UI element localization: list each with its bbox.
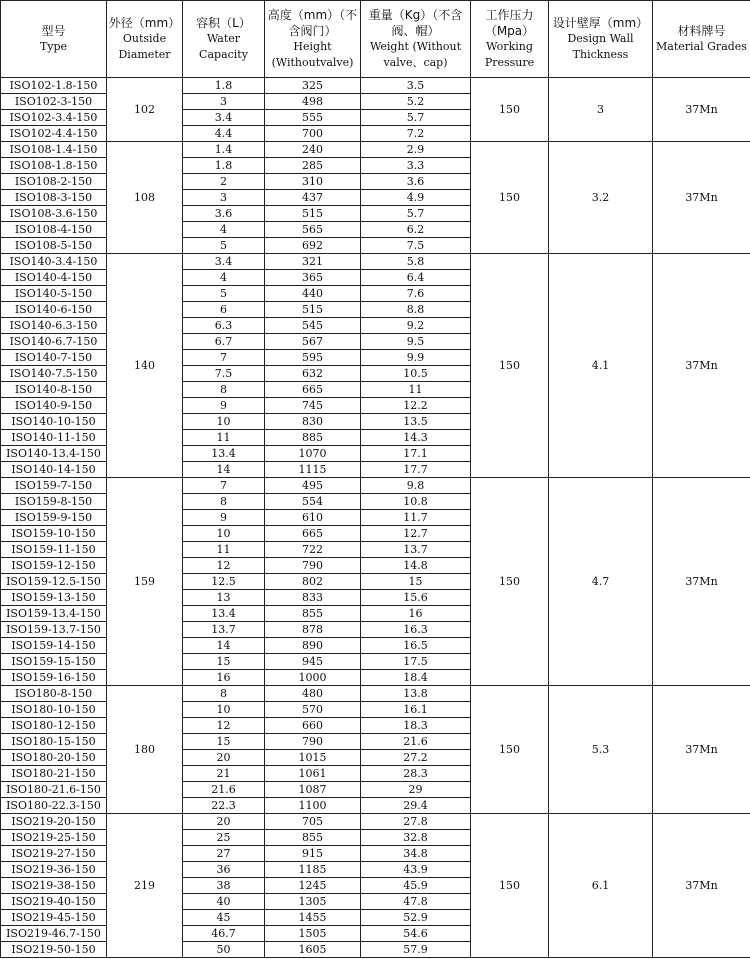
height-cell: 554	[265, 494, 361, 510]
outside-diameter-cell: 140	[107, 254, 183, 478]
weight-cell: 7.6	[361, 286, 471, 302]
height-cell: 1087	[265, 782, 361, 798]
weight-cell: 11	[361, 382, 471, 398]
capacity-cell: 22.3	[183, 798, 265, 814]
capacity-cell: 16	[183, 670, 265, 686]
height-cell: 1061	[265, 766, 361, 782]
working-pressure-cell: 150	[471, 814, 549, 958]
type-cell: ISO140-13.4-150	[1, 446, 107, 462]
height-cell: 745	[265, 398, 361, 414]
height-cell: 1000	[265, 670, 361, 686]
type-cell: ISO159-12.5-150	[1, 574, 107, 590]
type-cell: ISO159-13-150	[1, 590, 107, 606]
height-cell: 878	[265, 622, 361, 638]
type-cell: ISO140-14-150	[1, 462, 107, 478]
capacity-cell: 25	[183, 830, 265, 846]
weight-cell: 18.4	[361, 670, 471, 686]
capacity-cell: 27	[183, 846, 265, 862]
height-cell: 915	[265, 846, 361, 862]
outside-diameter-cell: 180	[107, 686, 183, 814]
capacity-cell: 3.4	[183, 110, 265, 126]
wall-thickness-cell: 4.1	[549, 254, 653, 478]
capacity-cell: 10	[183, 702, 265, 718]
outside-diameter-cell: 102	[107, 78, 183, 142]
weight-cell: 9.5	[361, 334, 471, 350]
type-cell: ISO108-1.4-150	[1, 142, 107, 158]
height-cell: 830	[265, 414, 361, 430]
table-row	[1, 814, 750, 830]
type-cell: ISO140-3.4-150	[1, 254, 107, 270]
material-grade-cell: 37Mn	[653, 142, 750, 254]
capacity-cell: 1.4	[183, 142, 265, 158]
height-cell: 665	[265, 382, 361, 398]
table-row	[1, 142, 750, 158]
height-cell: 722	[265, 542, 361, 558]
type-cell: ISO140-9-150	[1, 398, 107, 414]
height-cell: 705	[265, 814, 361, 830]
header-working-pressure-zh: 工作压力（Mpa）	[484, 8, 535, 38]
capacity-cell: 6.7	[183, 334, 265, 350]
header-water-capacity-zh: 容积（L）	[196, 16, 251, 30]
capacity-cell: 38	[183, 878, 265, 894]
capacity-cell: 13	[183, 590, 265, 606]
capacity-cell: 40	[183, 894, 265, 910]
height-cell: 1305	[265, 894, 361, 910]
capacity-cell: 4.4	[183, 126, 265, 142]
height-cell: 1245	[265, 878, 361, 894]
weight-cell: 12.2	[361, 398, 471, 414]
weight-cell: 45.9	[361, 878, 471, 894]
type-cell: ISO219-25-150	[1, 830, 107, 846]
weight-cell: 47.8	[361, 894, 471, 910]
type-cell: ISO180-22.3-150	[1, 798, 107, 814]
capacity-cell: 15	[183, 734, 265, 750]
weight-cell: 15.6	[361, 590, 471, 606]
weight-cell: 10.5	[361, 366, 471, 382]
type-cell: ISO219-36-150	[1, 862, 107, 878]
height-cell: 1070	[265, 446, 361, 462]
weight-cell: 6.4	[361, 270, 471, 286]
header-wall-thickness-en: Design Wall Thickness	[567, 32, 634, 61]
height-cell: 1015	[265, 750, 361, 766]
header-weight-zh: 重量（Kg）（不含阀、帽）	[368, 8, 463, 38]
working-pressure-cell: 150	[471, 478, 549, 686]
height-cell: 885	[265, 430, 361, 446]
table-header	[1, 1, 750, 78]
header-row	[1, 1, 750, 78]
height-cell: 700	[265, 126, 361, 142]
height-cell: 321	[265, 254, 361, 270]
capacity-cell: 15	[183, 654, 265, 670]
weight-cell: 5.7	[361, 206, 471, 222]
table-row	[1, 686, 750, 702]
type-cell: ISO219-46.7-150	[1, 926, 107, 942]
height-cell: 855	[265, 830, 361, 846]
type-cell: ISO219-40-150	[1, 894, 107, 910]
capacity-cell: 11	[183, 542, 265, 558]
weight-cell: 29.4	[361, 798, 471, 814]
weight-cell: 54.6	[361, 926, 471, 942]
weight-cell: 5.2	[361, 94, 471, 110]
capacity-cell: 13.7	[183, 622, 265, 638]
type-cell: ISO140-7-150	[1, 350, 107, 366]
header-material-grades	[653, 1, 750, 78]
type-cell: ISO140-6-150	[1, 302, 107, 318]
height-cell: 480	[265, 686, 361, 702]
weight-cell: 12.7	[361, 526, 471, 542]
type-cell: ISO108-5-150	[1, 238, 107, 254]
type-cell: ISO102-3-150	[1, 94, 107, 110]
type-cell: ISO140-10-150	[1, 414, 107, 430]
capacity-cell: 12	[183, 718, 265, 734]
type-cell: ISO180-21-150	[1, 766, 107, 782]
material-grade-cell: 37Mn	[653, 78, 750, 142]
weight-cell: 16.3	[361, 622, 471, 638]
capacity-cell: 14	[183, 462, 265, 478]
type-cell: ISO159-10-150	[1, 526, 107, 542]
capacity-cell: 12	[183, 558, 265, 574]
type-cell: ISO219-20-150	[1, 814, 107, 830]
capacity-cell: 8	[183, 494, 265, 510]
height-cell: 498	[265, 94, 361, 110]
weight-cell: 17.5	[361, 654, 471, 670]
wall-thickness-cell: 3	[549, 78, 653, 142]
type-cell: ISO102-4.4-150	[1, 126, 107, 142]
height-cell: 437	[265, 190, 361, 206]
capacity-cell: 3.6	[183, 206, 265, 222]
capacity-cell: 11	[183, 430, 265, 446]
height-cell: 632	[265, 366, 361, 382]
material-grade-cell: 37Mn	[653, 478, 750, 686]
type-cell: ISO140-4-150	[1, 270, 107, 286]
height-cell: 440	[265, 286, 361, 302]
weight-cell: 3.5	[361, 78, 471, 94]
weight-cell: 9.2	[361, 318, 471, 334]
type-cell: ISO219-45-150	[1, 910, 107, 926]
height-cell: 1115	[265, 462, 361, 478]
type-cell: ISO219-27-150	[1, 846, 107, 862]
weight-cell: 17.7	[361, 462, 471, 478]
capacity-cell: 1.8	[183, 78, 265, 94]
weight-cell: 2.9	[361, 142, 471, 158]
height-cell: 1455	[265, 910, 361, 926]
outside-diameter-cell: 219	[107, 814, 183, 958]
capacity-cell: 21	[183, 766, 265, 782]
type-cell: ISO159-8-150	[1, 494, 107, 510]
header-outside-diameter-zh: 外径（mm）	[108, 16, 181, 30]
weight-cell: 9.9	[361, 350, 471, 366]
type-cell: ISO159-15-150	[1, 654, 107, 670]
type-cell: ISO140-8-150	[1, 382, 107, 398]
height-cell: 285	[265, 158, 361, 174]
type-cell: ISO180-12-150	[1, 718, 107, 734]
type-cell: ISO140-11-150	[1, 430, 107, 446]
capacity-cell: 21.6	[183, 782, 265, 798]
type-cell: ISO159-7-150	[1, 478, 107, 494]
height-cell: 545	[265, 318, 361, 334]
material-grade-cell: 37Mn	[653, 254, 750, 478]
height-cell: 833	[265, 590, 361, 606]
height-cell: 1505	[265, 926, 361, 942]
type-cell: ISO102-3.4-150	[1, 110, 107, 126]
header-height-zh: 高度（mm）（不含阀门）	[267, 8, 358, 38]
height-cell: 515	[265, 302, 361, 318]
type-cell: ISO108-3.6-150	[1, 206, 107, 222]
type-cell: ISO140-6.3-150	[1, 318, 107, 334]
height-cell: 565	[265, 222, 361, 238]
type-cell: ISO180-8-150	[1, 686, 107, 702]
wall-thickness-cell: 6.1	[549, 814, 653, 958]
capacity-cell: 9	[183, 510, 265, 526]
header-weight-en: Weight (Without valve、cap)	[369, 40, 462, 69]
weight-cell: 17.1	[361, 446, 471, 462]
weight-cell: 9.8	[361, 478, 471, 494]
weight-cell: 28.3	[361, 766, 471, 782]
weight-cell: 57.9	[361, 942, 471, 958]
weight-cell: 8.8	[361, 302, 471, 318]
capacity-cell: 8	[183, 382, 265, 398]
height-cell: 790	[265, 734, 361, 750]
weight-cell: 16	[361, 606, 471, 622]
capacity-cell: 13.4	[183, 446, 265, 462]
height-cell: 325	[265, 78, 361, 94]
weight-cell: 52.9	[361, 910, 471, 926]
weight-cell: 4.9	[361, 190, 471, 206]
weight-cell: 7.2	[361, 126, 471, 142]
type-cell: ISO140-7.5-150	[1, 366, 107, 382]
capacity-cell: 3	[183, 94, 265, 110]
working-pressure-cell: 150	[471, 254, 549, 478]
header-material-grades-en: Material Grades	[656, 40, 747, 53]
type-cell: ISO180-10-150	[1, 702, 107, 718]
outside-diameter-cell: 108	[107, 142, 183, 254]
capacity-cell: 6	[183, 302, 265, 318]
header-working-pressure	[471, 1, 549, 78]
capacity-cell: 50	[183, 942, 265, 958]
weight-cell: 29	[361, 782, 471, 798]
capacity-cell: 6.3	[183, 318, 265, 334]
weight-cell: 34.8	[361, 846, 471, 862]
type-cell: ISO108-1.8-150	[1, 158, 107, 174]
header-outside-diameter	[107, 1, 183, 78]
weight-cell: 21.6	[361, 734, 471, 750]
capacity-cell: 5	[183, 238, 265, 254]
weight-cell: 7.5	[361, 238, 471, 254]
height-cell: 495	[265, 478, 361, 494]
capacity-cell: 3	[183, 190, 265, 206]
weight-cell: 5.7	[361, 110, 471, 126]
capacity-cell: 12.5	[183, 574, 265, 590]
table-body	[1, 78, 750, 958]
type-cell: ISO159-13.7-150	[1, 622, 107, 638]
height-cell: 802	[265, 574, 361, 590]
header-height-en: Height (Withoutvalve)	[271, 40, 354, 69]
header-outside-diameter-en: Outside Diameter	[118, 32, 171, 61]
working-pressure-cell: 150	[471, 686, 549, 814]
capacity-cell: 2	[183, 174, 265, 190]
header-wall-thickness-zh: 设计壁厚（mm）	[552, 16, 649, 30]
wall-thickness-cell: 4.7	[549, 478, 653, 686]
wall-thickness-cell: 3.2	[549, 142, 653, 254]
type-cell: ISO159-9-150	[1, 510, 107, 526]
capacity-cell: 14	[183, 638, 265, 654]
type-cell: ISO159-11-150	[1, 542, 107, 558]
height-cell: 1100	[265, 798, 361, 814]
capacity-cell: 7	[183, 350, 265, 366]
header-water-capacity-en: Water Capacity	[199, 32, 248, 61]
type-cell: ISO140-5-150	[1, 286, 107, 302]
type-cell: ISO180-21.6-150	[1, 782, 107, 798]
header-type-en: Type	[39, 40, 68, 53]
height-cell: 310	[265, 174, 361, 190]
height-cell: 692	[265, 238, 361, 254]
header-wall-thickness	[549, 1, 653, 78]
capacity-cell: 4	[183, 270, 265, 286]
type-cell: ISO180-15-150	[1, 734, 107, 750]
header-water-capacity	[183, 1, 265, 78]
capacity-cell: 8	[183, 686, 265, 702]
table-row	[1, 254, 750, 270]
type-cell: ISO108-2-150	[1, 174, 107, 190]
weight-cell: 14.3	[361, 430, 471, 446]
weight-cell: 13.5	[361, 414, 471, 430]
type-cell: ISO159-13.4-150	[1, 606, 107, 622]
height-cell: 365	[265, 270, 361, 286]
capacity-cell: 1.8	[183, 158, 265, 174]
header-type-zh: 型号	[41, 24, 66, 38]
weight-cell: 43.9	[361, 862, 471, 878]
type-cell: ISO102-1.8-150	[1, 78, 107, 94]
height-cell: 660	[265, 718, 361, 734]
type-cell: ISO108-3-150	[1, 190, 107, 206]
weight-cell: 5.8	[361, 254, 471, 270]
header-working-pressure-en: Working Pressure	[484, 40, 535, 69]
weight-cell: 27.2	[361, 750, 471, 766]
capacity-cell: 20	[183, 814, 265, 830]
capacity-cell: 45	[183, 910, 265, 926]
height-cell: 665	[265, 526, 361, 542]
weight-cell: 11.7	[361, 510, 471, 526]
height-cell: 790	[265, 558, 361, 574]
height-cell: 610	[265, 510, 361, 526]
wall-thickness-cell: 5.3	[549, 686, 653, 814]
capacity-cell: 13.4	[183, 606, 265, 622]
header-type	[1, 1, 107, 78]
weight-cell: 10.8	[361, 494, 471, 510]
capacity-cell: 7	[183, 478, 265, 494]
capacity-cell: 7.5	[183, 366, 265, 382]
weight-cell: 15	[361, 574, 471, 590]
capacity-cell: 46.7	[183, 926, 265, 942]
height-cell: 1185	[265, 862, 361, 878]
height-cell: 567	[265, 334, 361, 350]
height-cell: 570	[265, 702, 361, 718]
weight-cell: 3.6	[361, 174, 471, 190]
type-cell: ISO140-6.7-150	[1, 334, 107, 350]
height-cell: 945	[265, 654, 361, 670]
weight-cell: 27.8	[361, 814, 471, 830]
capacity-cell: 36	[183, 862, 265, 878]
type-cell: ISO108-4-150	[1, 222, 107, 238]
weight-cell: 16.5	[361, 638, 471, 654]
height-cell: 890	[265, 638, 361, 654]
capacity-cell: 9	[183, 398, 265, 414]
table-row	[1, 478, 750, 494]
outside-diameter-cell: 159	[107, 478, 183, 686]
height-cell: 1605	[265, 942, 361, 958]
working-pressure-cell: 150	[471, 142, 549, 254]
working-pressure-cell: 150	[471, 78, 549, 142]
type-cell: ISO219-38-150	[1, 878, 107, 894]
weight-cell: 16.1	[361, 702, 471, 718]
table-row	[1, 78, 750, 94]
height-cell: 595	[265, 350, 361, 366]
capacity-cell: 5	[183, 286, 265, 302]
weight-cell: 14.8	[361, 558, 471, 574]
weight-cell: 32.8	[361, 830, 471, 846]
material-grade-cell: 37Mn	[653, 814, 750, 958]
height-cell: 240	[265, 142, 361, 158]
header-weight	[361, 1, 471, 78]
height-cell: 515	[265, 206, 361, 222]
capacity-cell: 10	[183, 414, 265, 430]
capacity-cell: 4	[183, 222, 265, 238]
type-cell: ISO159-12-150	[1, 558, 107, 574]
capacity-cell: 3.4	[183, 254, 265, 270]
capacity-cell: 20	[183, 750, 265, 766]
weight-cell: 18.3	[361, 718, 471, 734]
height-cell: 555	[265, 110, 361, 126]
header-material-grades-zh: 材料牌号	[677, 24, 726, 38]
weight-cell: 13.7	[361, 542, 471, 558]
header-height	[265, 1, 361, 78]
weight-cell: 6.2	[361, 222, 471, 238]
type-cell: ISO180-20-150	[1, 750, 107, 766]
weight-cell: 13.8	[361, 686, 471, 702]
type-cell: ISO219-50-150	[1, 942, 107, 958]
material-grade-cell: 37Mn	[653, 686, 750, 814]
type-cell: ISO159-14-150	[1, 638, 107, 654]
capacity-cell: 10	[183, 526, 265, 542]
weight-cell: 3.3	[361, 158, 471, 174]
height-cell: 855	[265, 606, 361, 622]
type-cell: ISO159-16-150	[1, 670, 107, 686]
